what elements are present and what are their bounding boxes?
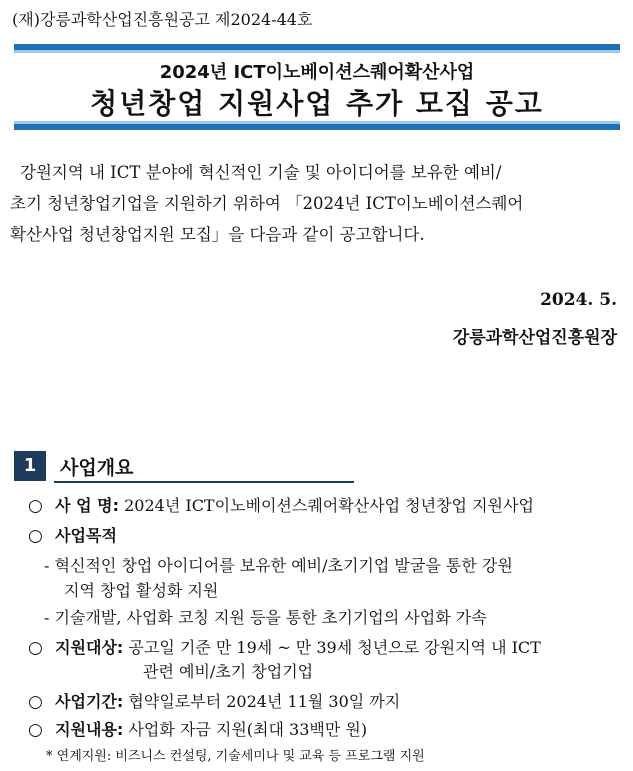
section-underline xyxy=(54,481,354,483)
notice-date: 2024. 5. xyxy=(540,290,617,310)
name-label: 사 업 명: xyxy=(55,496,120,515)
circle-bullet: ○ xyxy=(28,692,43,712)
target-value: 공고일 기준 만 19세 ~ 만 39세 청년으로 강원지역 내 ICT xyxy=(128,638,541,657)
content-label: 지원내용: xyxy=(55,720,124,739)
title-bar-top-light xyxy=(14,50,620,53)
list-item-period xyxy=(28,689,400,712)
title-line-1: 2024년 ICT이노베이션스퀘어확산사업 xyxy=(159,62,475,83)
purpose-line-1b: 지역 창업 활성화 지원 xyxy=(64,581,219,600)
intro-line-3: 확산사업 청년창업지원 모집」을 다음과 같이 공고합니다. xyxy=(10,225,425,244)
section-number: 1 xyxy=(14,451,46,481)
circle-bullet: ○ xyxy=(28,720,43,740)
intro-paragraph xyxy=(10,157,622,250)
title-line-2: 청년창업 지원사업 추가 모집 공고 xyxy=(90,87,544,120)
purpose-line-2: - 기술개발, 사업화 코칭 지원 등을 통한 초기기업의 사업화 가속 xyxy=(44,608,487,627)
title-box xyxy=(14,44,620,130)
notice-number: (재)강릉과학산업진흥원공고 제2024-44호 xyxy=(12,10,313,29)
section-title: 사업개요 xyxy=(60,457,134,479)
title-bar-bottom xyxy=(14,124,620,130)
intro-line-2: 초기 청년창업기업을 지원하기 위하여 「2024년 ICT이노베이션스퀘어 xyxy=(10,194,524,213)
section-header xyxy=(14,451,354,485)
content-value: 사업화 자금 지원(최대 33백만 원) xyxy=(128,720,368,739)
purpose-label: 사업목적 xyxy=(55,526,117,545)
purpose-line-1a: - 혁신적인 창업 아이디어를 보유한 예비/초기기업 발굴을 통한 강원 xyxy=(44,556,513,575)
list-item-purpose xyxy=(28,523,117,546)
support-note: * 연계지원: 비즈니스 컨설팅, 기술세미나 및 교육 등 프로그램 지원 xyxy=(46,749,425,764)
target-label: 지원대상: xyxy=(55,638,124,657)
target-value-cont: 관련 예비/초기 창업기업 xyxy=(143,662,314,681)
list-item-content xyxy=(28,717,367,740)
list-item-target xyxy=(28,635,541,658)
name-value: 2024년 ICT이노베이션스퀘어확산사업 청년창업 지원사업 xyxy=(124,496,534,515)
intro-line-1: 강원지역 내 ICT 분야에 혁신적인 기술 및 아이디어를 보유한 예비/ xyxy=(20,163,502,182)
circle-bullet: ○ xyxy=(28,526,43,546)
period-label: 사업기간: xyxy=(55,692,124,711)
circle-bullet: ○ xyxy=(28,496,43,516)
period-value: 협약일로부터 2024년 11월 30일 까지 xyxy=(128,692,401,711)
list-item-name xyxy=(28,493,534,516)
circle-bullet: ○ xyxy=(28,638,43,658)
organization-name: 강릉과학산업진흥원장 xyxy=(452,328,617,348)
